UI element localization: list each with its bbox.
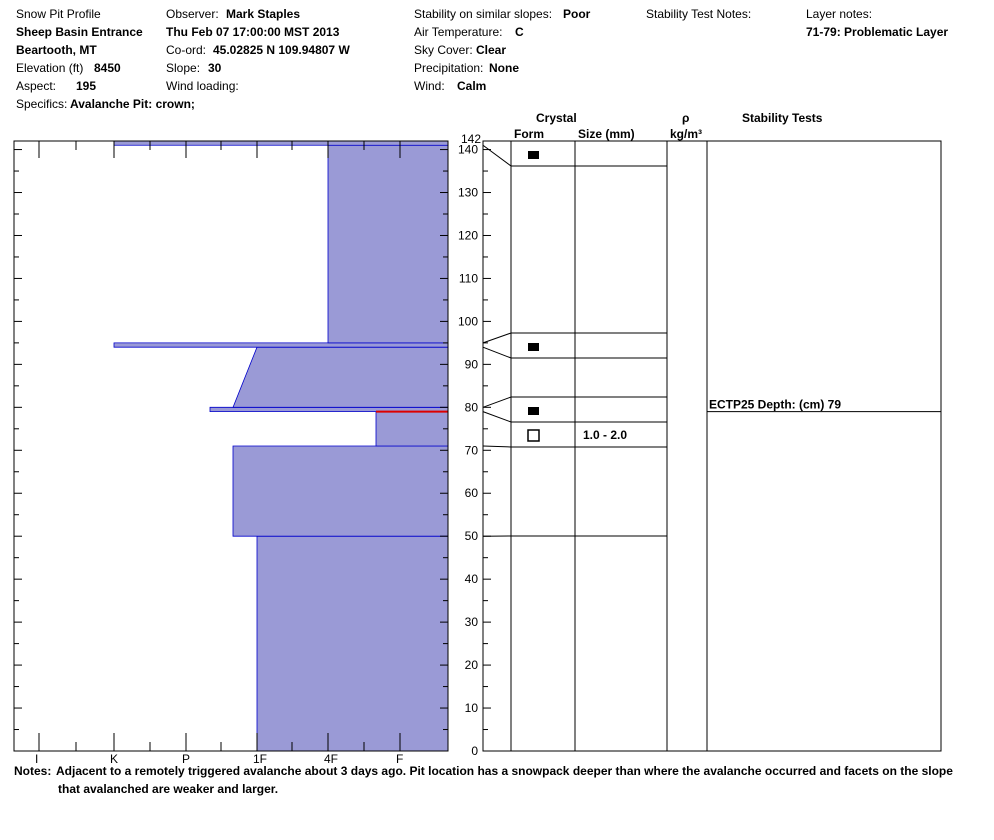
depth-label: 20 <box>464 658 478 673</box>
hardness-label: P <box>182 752 191 766</box>
depth-label-total: 142 <box>460 131 481 146</box>
hardness-layer-5 <box>114 343 448 347</box>
precipitation-value: None <box>489 61 519 75</box>
hardness-label: K <box>110 752 119 766</box>
elevation-value: 8450 <box>94 61 121 75</box>
aspect-label: Aspect: <box>16 79 57 93</box>
crystal-size-label: 1.0 - 2.0 <box>583 428 628 442</box>
faceted-crystal-icon <box>528 430 539 441</box>
hardness-layer-2 <box>376 412 448 446</box>
stability-label: Stability on similar slopes: <box>414 7 553 21</box>
air-temp-value: C <box>515 25 524 39</box>
coord-value: 45.02825 N 109.94807 W <box>213 43 350 57</box>
depth-label: 10 <box>464 701 478 716</box>
air-temp-label: Air Temperature: <box>414 25 503 39</box>
sky-cover-label: Sky Cover: <box>414 43 473 57</box>
depth-label: 80 <box>464 400 478 415</box>
wind-label: Wind: <box>414 79 445 93</box>
depth-label: 60 <box>464 486 478 501</box>
stability-test-label: ECTP25 Depth: (cm) 79 <box>709 397 842 412</box>
size-heading: Size (mm) <box>578 127 635 141</box>
precipitation-label: Precipitation: <box>414 61 484 75</box>
observation-datetime: Thu Feb 07 17:00:00 MST 2013 <box>166 25 340 39</box>
depth-label: 30 <box>464 615 478 630</box>
observer-value: Mark Staples <box>226 7 301 21</box>
wind-value: Calm <box>457 79 487 93</box>
region-name: Beartooth, MT <box>16 43 97 57</box>
hardness-label: 4F <box>324 752 339 766</box>
location-name: Sheep Basin Entrance <box>16 25 143 39</box>
observer-label: Observer: <box>166 7 219 21</box>
depth-label: 140 <box>457 142 478 157</box>
notes-line-1: Adjacent to a remotely triggered avalanche about 3 days ago. Pit location has a snowpack deeper than where the avalanche occurred and facets on the slope <box>56 764 953 778</box>
hardness-label: 1F <box>253 752 268 766</box>
hardness-label: I <box>35 752 39 766</box>
depth-label: 130 <box>457 185 478 200</box>
specifics-value: Avalanche Pit: crown; <box>70 97 195 111</box>
density-heading: ρ <box>682 111 690 125</box>
coord-label: Co-ord: <box>166 43 207 57</box>
melt-freeze-crystal-icon <box>528 343 539 351</box>
stability-tests-heading: Stability Tests <box>742 111 823 125</box>
depth-label: 100 <box>457 314 478 329</box>
hardness-label: F <box>396 752 404 766</box>
hardness-layer-0 <box>257 536 448 751</box>
hardness-layer-1 <box>233 446 448 536</box>
hardness-layer-4 <box>233 347 448 407</box>
hardness-layer-7 <box>114 141 448 145</box>
melt-freeze-crystal-icon <box>528 151 539 159</box>
depth-label: 40 <box>464 572 478 587</box>
layer-notes-value: 71-79: Problematic Layer <box>806 25 949 39</box>
slope-value: 30 <box>208 61 222 75</box>
notes-label: Notes: <box>14 764 52 778</box>
depth-label: 110 <box>458 271 478 286</box>
melt-freeze-crystal-icon <box>528 407 539 415</box>
specifics-label: Specifics: <box>16 97 68 111</box>
form-heading: Form <box>514 127 544 141</box>
density-unit-heading: kg/m³ <box>670 127 703 141</box>
layer-table-frame <box>483 141 941 751</box>
wind-loading-label: Wind loading: <box>166 79 239 93</box>
depth-label: 90 <box>464 357 478 372</box>
hardness-layer-6 <box>328 145 448 343</box>
aspect-value: 195 <box>76 79 97 93</box>
stability-value: Poor <box>563 7 591 21</box>
notes-line-2: that avalanched are weaker and larger. <box>58 782 279 796</box>
elevation-label: Elevation (ft) <box>16 61 84 75</box>
stability-test-notes-label: Stability Test Notes: <box>646 7 752 21</box>
crystal-heading: Crystal <box>536 111 577 125</box>
depth-label: 0 <box>471 744 478 758</box>
depth-label: 50 <box>464 529 478 544</box>
sky-cover-value: Clear <box>476 43 507 57</box>
slope-label: Slope: <box>166 61 201 75</box>
layer-notes-label: Layer notes: <box>806 7 873 21</box>
profile-title: Snow Pit Profile <box>16 7 101 21</box>
depth-label: 70 <box>464 443 478 458</box>
depth-label: 120 <box>457 228 478 243</box>
